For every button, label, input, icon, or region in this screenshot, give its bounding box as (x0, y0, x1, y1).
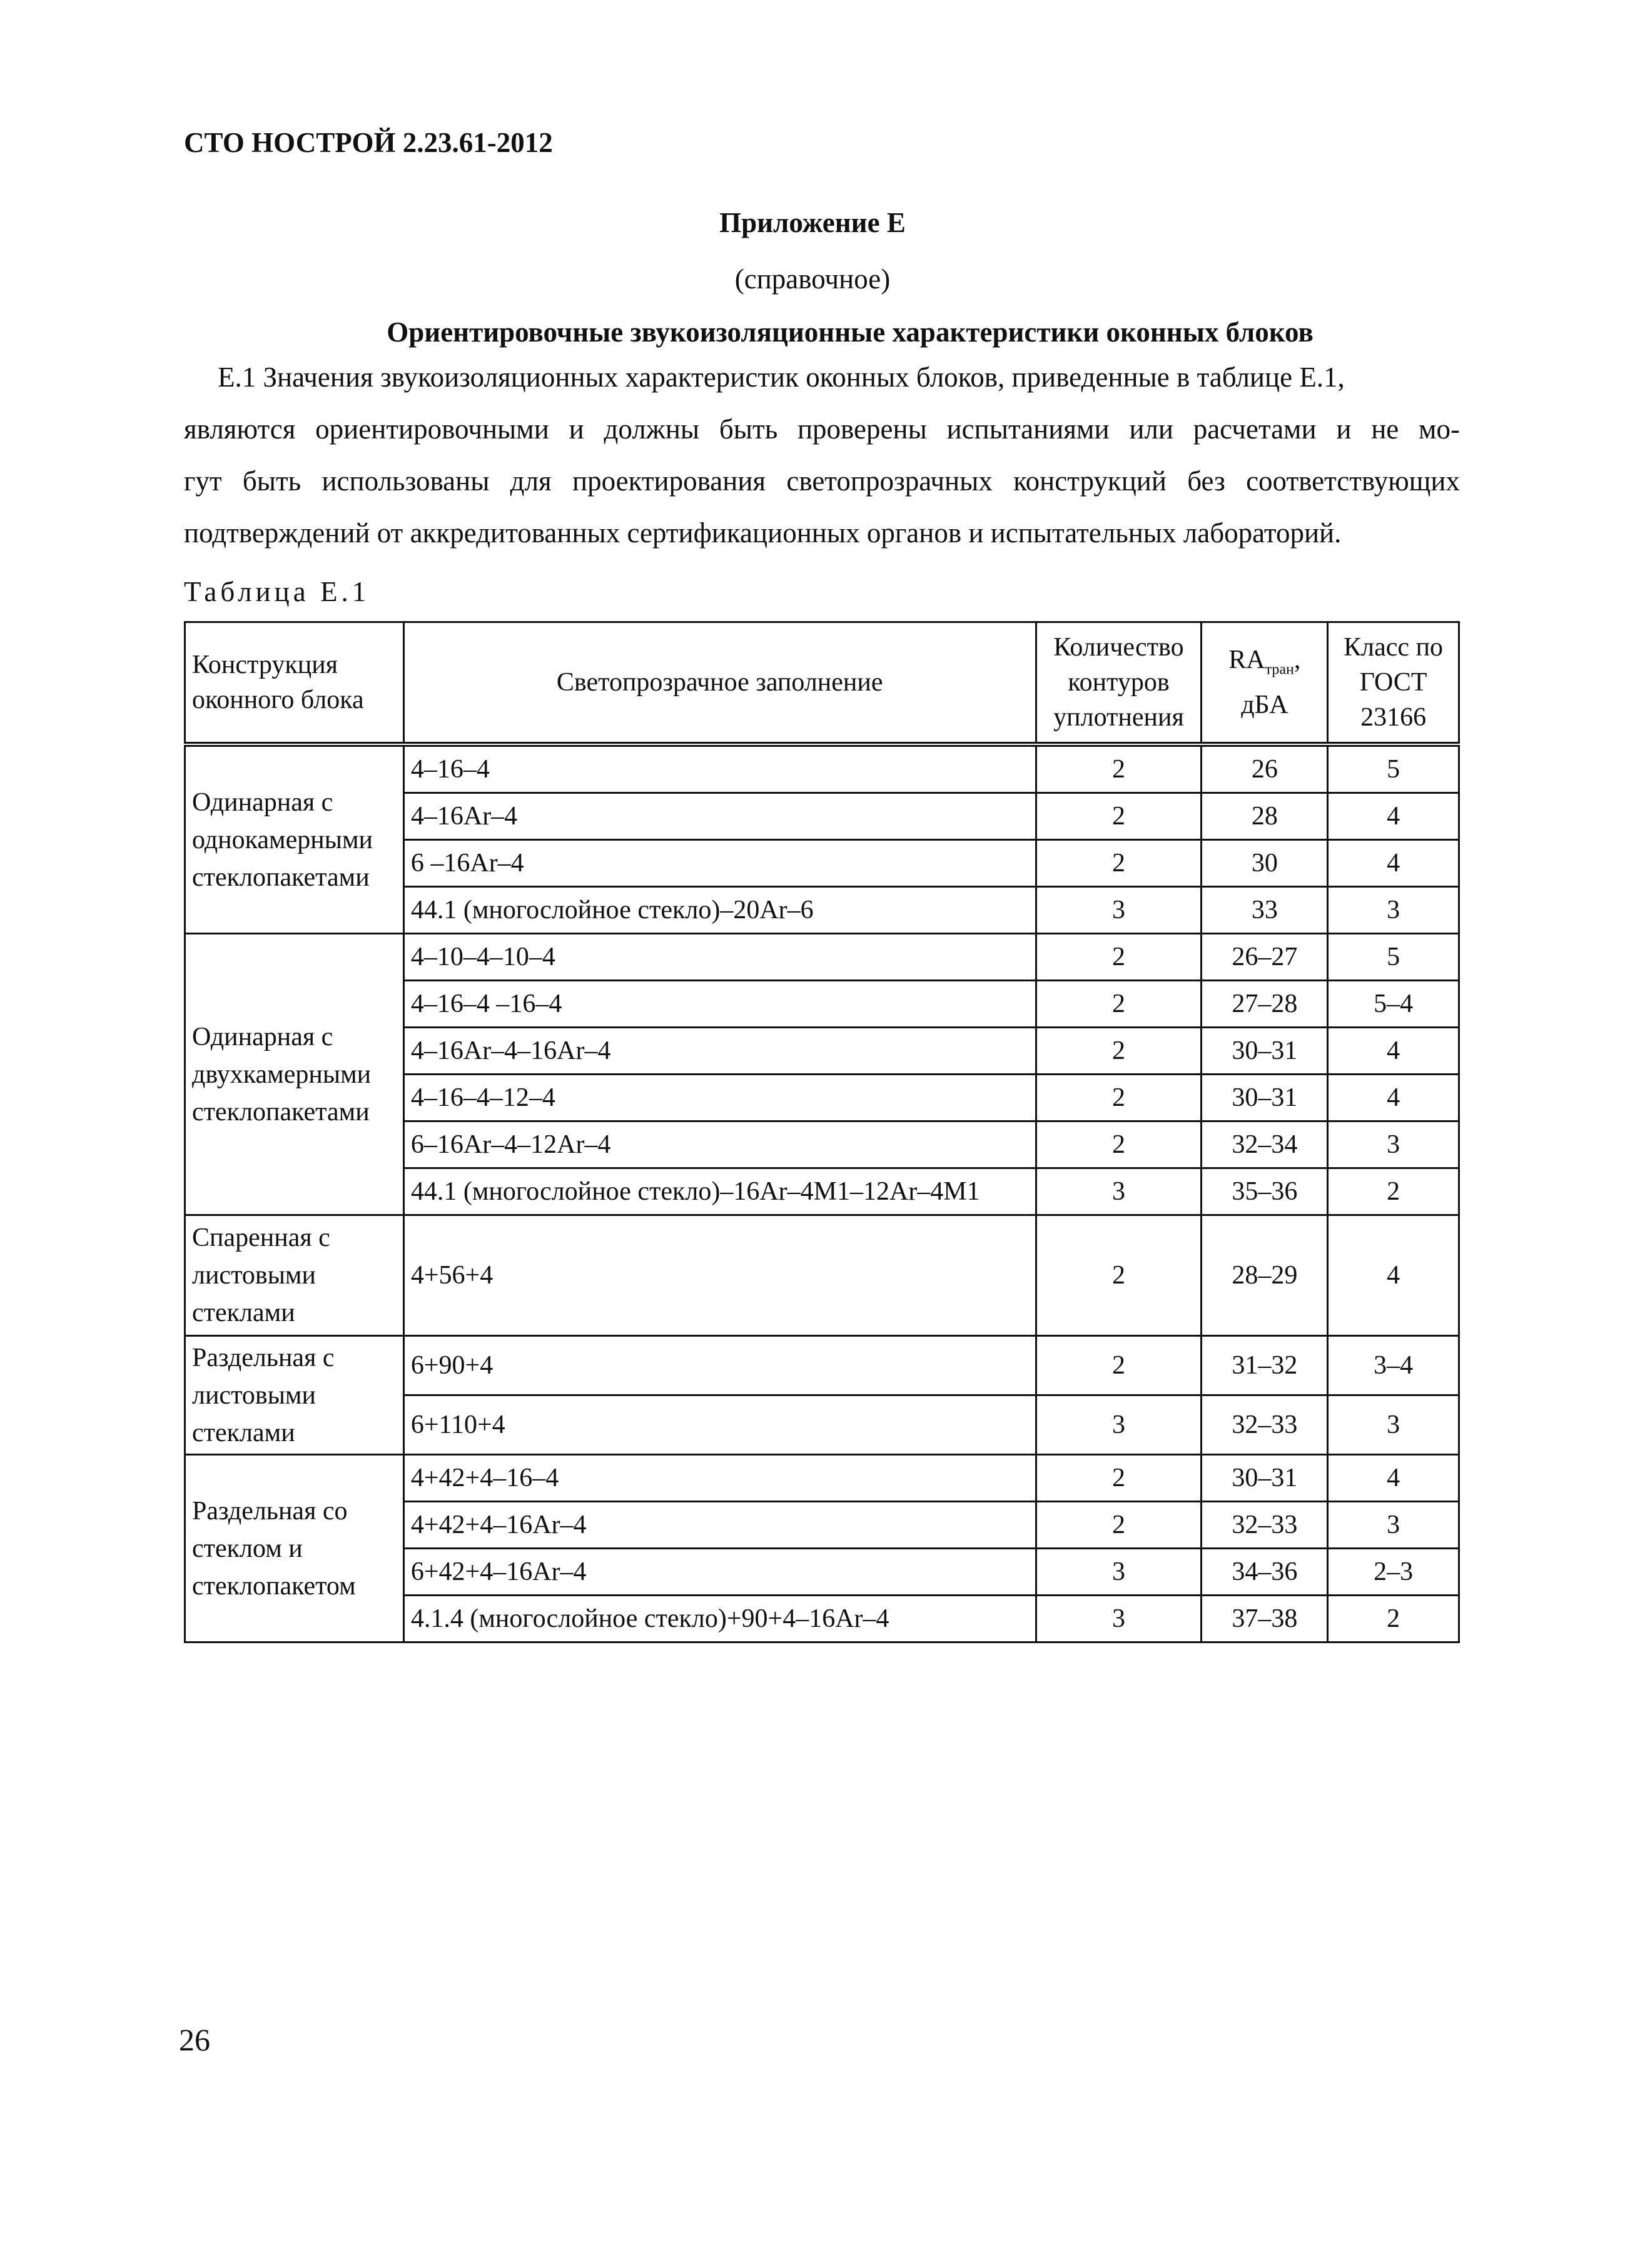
class-cell: 3 (1328, 1121, 1459, 1168)
contours-cell: 2 (1036, 1215, 1202, 1336)
ra-cell: 30–31 (1202, 1455, 1328, 1502)
class-cell: 5–4 (1328, 981, 1459, 1028)
header-construction: Конструкция оконного блока (185, 622, 404, 745)
ra-cell: 32–34 (1202, 1121, 1328, 1168)
header-ra-main: RA (1228, 645, 1265, 675)
contours-cell: 3 (1036, 1395, 1202, 1455)
header-ra-unit: , дБА (1241, 645, 1301, 719)
table-header-row (185, 622, 1459, 745)
construction-cell: Спаренная с листовыми стеклами (185, 1215, 404, 1336)
contours-cell: 2 (1036, 793, 1202, 840)
header-contours: Количество контуров уплотнения (1036, 622, 1202, 745)
appendix-heading: Ориентировочные звукоизоляционные характеристики оконных блоков (387, 316, 1314, 348)
construction-cell: Раздельная с листовыми стеклами (185, 1336, 404, 1455)
ra-cell: 26–27 (1202, 934, 1328, 981)
class-cell: 2 (1328, 1168, 1459, 1215)
header-filling: Светопрозрачное заполнение (403, 622, 1036, 745)
filling-cell: 44.1 (многослойное стекло)–20Ar–6 (403, 887, 1036, 934)
class-cell: 3 (1328, 887, 1459, 934)
ra-cell: 28 (1202, 793, 1328, 840)
contours-cell: 2 (1036, 744, 1202, 793)
paragraph-line: подтверждений от аккредитованных сертификационных органов и испытательных лабораторий. (184, 517, 1342, 549)
ra-cell: 30 (1202, 840, 1328, 887)
paragraph-line: являются ориентировочными и должны быть проверены испытаниями или расчетами и не мо- (184, 413, 1460, 445)
intro-paragraph (184, 352, 1460, 559)
ra-cell: 31–32 (1202, 1336, 1328, 1395)
class-cell: 2–3 (1328, 1549, 1459, 1596)
paragraph-line: гут быть использованы для проектирования светопрозрачных конструкций без соответствующих (184, 465, 1460, 497)
construction-cell: Одинарная с двухкамерными стеклопакетами (185, 934, 404, 1215)
class-cell: 4 (1328, 840, 1459, 887)
class-cell: 3 (1328, 1395, 1459, 1455)
contours-cell: 2 (1036, 840, 1202, 887)
contours-cell: 2 (1036, 1502, 1202, 1549)
table-row (185, 744, 1459, 793)
contours-cell: 2 (1036, 981, 1202, 1028)
filling-cell: 6 –16Ar–4 (403, 840, 1036, 887)
filling-cell: 44.1 (многослойное стекло)–16Ar–4М1–12Ar–4М1 (403, 1168, 1036, 1215)
contours-cell: 2 (1036, 1121, 1202, 1168)
filling-cell: 4–16Ar–4–16Ar–4 (403, 1028, 1036, 1075)
ra-cell: 28–29 (1202, 1215, 1328, 1336)
class-cell: 4 (1328, 793, 1459, 840)
header-ra-sub: тран (1265, 661, 1294, 678)
table-row (185, 1336, 1459, 1395)
filling-cell: 6+42+4–16Ar–4 (403, 1549, 1036, 1596)
header-class: Класс по ГОСТ 23166 (1328, 622, 1459, 745)
filling-cell: 6+90+4 (403, 1336, 1036, 1395)
table-caption: Таблица Е.1 (184, 576, 370, 607)
filling-cell: 4–16–4–12–4 (403, 1075, 1036, 1121)
class-cell: 3–4 (1328, 1336, 1459, 1395)
ra-cell: 26 (1202, 744, 1328, 793)
contours-cell: 3 (1036, 1596, 1202, 1643)
contours-cell: 3 (1036, 1549, 1202, 1596)
class-cell: 3 (1328, 1502, 1459, 1549)
construction-cell: Раздельная со стеклом и стеклопакетом (185, 1455, 404, 1643)
appendix-subtitle: (справочное) (734, 263, 891, 295)
ra-cell: 32–33 (1202, 1502, 1328, 1549)
contours-cell: 3 (1036, 1168, 1202, 1215)
ra-cell: 32–33 (1202, 1395, 1328, 1455)
filling-cell: 6–16Ar–4–12Ar–4 (403, 1121, 1036, 1168)
contours-cell: 3 (1036, 887, 1202, 934)
class-cell: 2 (1328, 1596, 1459, 1643)
page-number: 26 (179, 2022, 210, 2057)
class-cell: 4 (1328, 1075, 1459, 1121)
ra-cell: 35–36 (1202, 1168, 1328, 1215)
filling-cell: 4–10–4–10–4 (403, 934, 1036, 981)
filling-cell: 4–16–4 –16–4 (403, 981, 1036, 1028)
sound-insulation-table (184, 621, 1460, 1643)
class-cell: 4 (1328, 1028, 1459, 1075)
construction-cell: Одинарная с однокамерными стеклопакетами (185, 744, 404, 934)
contours-cell: 2 (1036, 934, 1202, 981)
class-cell: 5 (1328, 934, 1459, 981)
appendix-title: Приложение Е (719, 207, 906, 238)
ra-cell: 37–38 (1202, 1596, 1328, 1643)
paragraph-line: Е.1 Значения звукоизоляционных характеристик оконных блоков, приведенные в таблице Е.1, (218, 362, 1345, 393)
filling-cell: 4+42+4–16–4 (403, 1455, 1036, 1502)
document-code: СТО НОСТРОЙ 2.23.61-2012 (184, 127, 553, 158)
class-cell: 4 (1328, 1215, 1459, 1336)
ra-cell: 33 (1202, 887, 1328, 934)
ra-cell: 27–28 (1202, 981, 1328, 1028)
class-cell: 4 (1328, 1455, 1459, 1502)
contours-cell: 2 (1036, 1075, 1202, 1121)
filling-cell: 4.1.4 (многослойное стекло)+90+4–16Ar–4 (403, 1596, 1036, 1643)
filling-cell: 4+56+4 (403, 1215, 1036, 1336)
contours-cell: 2 (1036, 1336, 1202, 1395)
table-row (185, 1455, 1459, 1502)
header-ra (1202, 622, 1328, 745)
filling-cell: 4–16–4 (403, 744, 1036, 793)
ra-cell: 30–31 (1202, 1028, 1328, 1075)
table-row (185, 1215, 1459, 1336)
ra-cell: 30–31 (1202, 1075, 1328, 1121)
filling-cell: 6+110+4 (403, 1395, 1036, 1455)
contours-cell: 2 (1036, 1455, 1202, 1502)
contours-cell: 2 (1036, 1028, 1202, 1075)
table-body (185, 744, 1459, 1643)
class-cell: 5 (1328, 744, 1459, 793)
filling-cell: 4–16Ar–4 (403, 793, 1036, 840)
table-row (185, 934, 1459, 981)
filling-cell: 4+42+4–16Ar–4 (403, 1502, 1036, 1549)
ra-cell: 34–36 (1202, 1549, 1328, 1596)
